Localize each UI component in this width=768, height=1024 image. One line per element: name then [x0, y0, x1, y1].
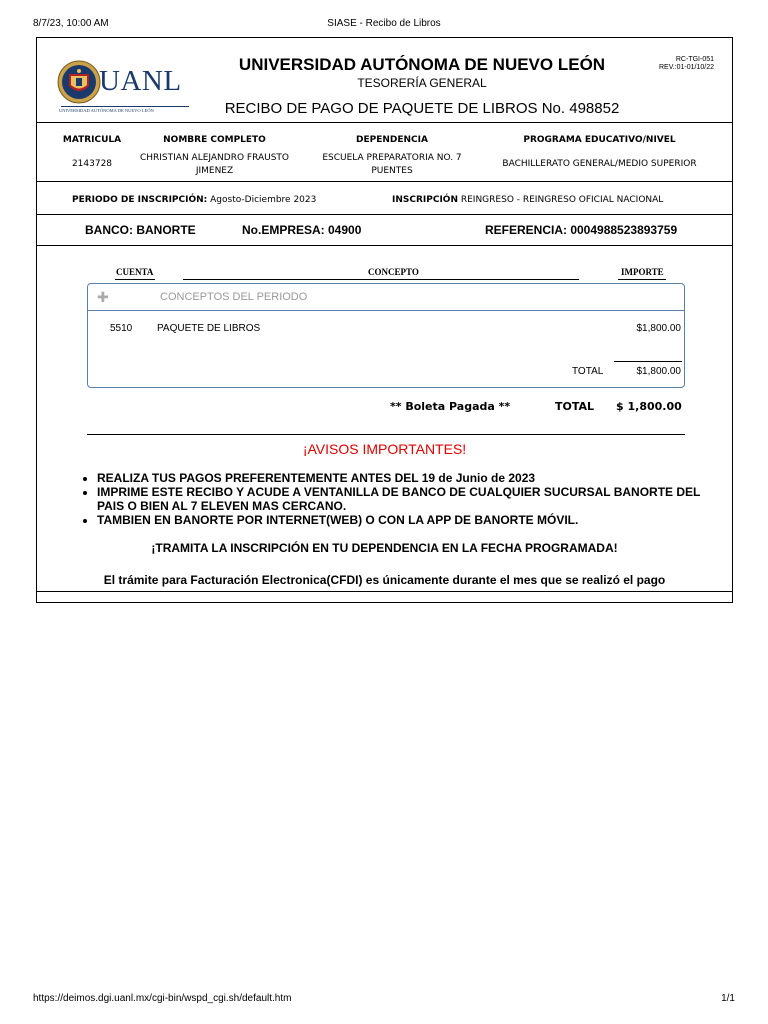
student-info — [37, 123, 732, 182]
receipt-title: RECIBO DE PAGO DE PAQUETE DE LIBROS No. 498852 — [224, 100, 620, 117]
sum-line — [614, 361, 682, 362]
notices-title: ¡AVISOS IMPORTANTES! — [302, 441, 467, 457]
concepts-section-label: CONCEPTOS DEL PERIODO — [160, 291, 308, 303]
value-nombre — [127, 152, 302, 178]
print-title: SIASE - Recibo de Libros — [327, 18, 441, 29]
periodo-field — [72, 195, 316, 205]
col-header-concepto: CONCEPTO — [368, 267, 419, 277]
notice-item: • REALIZA TUS PAGOS PREFERENTEMENTE ANTES DEL 19 de Junio de 2023 — [97, 471, 717, 485]
bank-name: BANCO: BANORTE — [85, 223, 196, 237]
col-header-importe: IMPORTE — [621, 267, 664, 277]
form-code-id: RC-TGI-051 — [675, 56, 714, 63]
periodo-value: Agosto-Diciembre 2023 — [210, 195, 317, 205]
row-importe: $1,800.00 — [636, 323, 681, 334]
concepts-total-value: $1,800.00 — [636, 366, 681, 377]
summary-total-label: TOTAL — [555, 400, 595, 413]
print-url: https://deimos.dgi.uanl.mx/cgi-bin/wspd_cgi.sh/default.htm — [33, 993, 292, 1004]
value-nombre-line2: JIMENEZ — [195, 166, 234, 176]
payment-reference: REFERENCIA: 0004988523893759 — [485, 223, 678, 237]
enrollment-info — [37, 182, 732, 215]
form-code — [659, 56, 714, 72]
receipt-header — [37, 38, 732, 123]
logo-text: UANL — [99, 65, 182, 97]
concepts-box — [87, 283, 685, 388]
page-number: 1/1 — [721, 993, 735, 1004]
department-name: TESORERÍA GENERAL — [357, 76, 487, 90]
university-seal-icon — [57, 60, 101, 104]
row-concepto: PAQUETE DE LIBROS — [157, 323, 261, 334]
header-programa: PROGRAMA EDUCATIVO/NIVEL — [523, 135, 676, 145]
logo-subtext: UNIVERSIDAD AUTÓNOMA DE NUEVO LEÓN — [59, 108, 154, 113]
col-underline-importe — [618, 279, 666, 280]
concepts-divider — [88, 310, 684, 311]
notice-item: • TAMBIEN EN BANORTE POR INTERNET(WEB) O CON LA APP DE BANORTE MÓVIL. — [97, 513, 717, 527]
header-nombre: NOMBRE COMPLETO — [163, 135, 266, 145]
receipt — [36, 37, 733, 603]
enrollment-reminder: ¡TRAMITA LA INSCRIPCIÓN EN TU DEPENDENCIA EN LA FECHA PROGRAMADA! — [151, 541, 618, 555]
university-name: UNIVERSIDAD AUTÓNOMA DE NUEVO LEÓN — [238, 55, 606, 74]
col-underline-cuenta — [115, 279, 155, 280]
notices-list — [81, 471, 717, 527]
notice-item: • IMPRIME ESTE RECIBO Y ACUDE A VENTANILLA DE BANCO DE CUALQUIER SUCURSAL BANORTE DEL PAIS O BIEN AL 7 ELEVEN MAS CERCANO. — [97, 485, 717, 513]
value-programa: BACHILLERATO GENERAL/MEDIO SUPERIOR — [502, 159, 697, 169]
bottom-divider — [37, 591, 732, 592]
value-dependencia-line1: ESCUELA PREPARATORIA NO. 7 — [322, 153, 462, 163]
inscripcion-field — [392, 195, 663, 205]
value-nombre-line1: CHRISTIAN ALEJANDRO FRAUSTO — [139, 153, 290, 163]
plus-icon[interactable]: ✚ — [97, 289, 109, 305]
header-matricula: MATRICULA — [62, 135, 122, 145]
value-dependencia-line2: PUENTES — [371, 166, 413, 176]
value-matricula: 2143728 — [71, 159, 113, 169]
print-footer — [33, 993, 735, 1007]
section-divider — [87, 434, 685, 435]
paid-status: ** Boleta Pagada ** — [390, 400, 511, 413]
value-dependencia — [307, 152, 477, 178]
form-revision: REV.:01-01/10/22 — [658, 64, 714, 71]
inscripcion-value: REINGRESO - REINGRESO OFICIAL NACIONAL — [460, 195, 664, 205]
print-header — [33, 18, 735, 32]
inscripcion-label: INSCRIPCIÓN — [392, 195, 458, 205]
periodo-label: PERIODO DE INSCRIPCIÓN: — [72, 195, 208, 205]
print-datetime: 8/7/23, 10:00 AM — [33, 18, 109, 29]
bank-info — [37, 215, 732, 246]
col-header-cuenta: CUENTA — [116, 267, 154, 277]
concepts-total-label: TOTAL — [572, 366, 604, 377]
summary-total-value: $ 1,800.00 — [616, 400, 682, 413]
row-cuenta: 5510 — [110, 323, 133, 334]
header-dependencia: DEPENDENCIA — [356, 135, 428, 145]
company-number: No.EMPRESA: 04900 — [242, 223, 362, 237]
invoice-notice: El trámite para Facturación Electronica(CFDI) es únicamente durante el mes que se realizó el pago — [103, 573, 666, 587]
col-underline-concepto — [183, 279, 579, 280]
